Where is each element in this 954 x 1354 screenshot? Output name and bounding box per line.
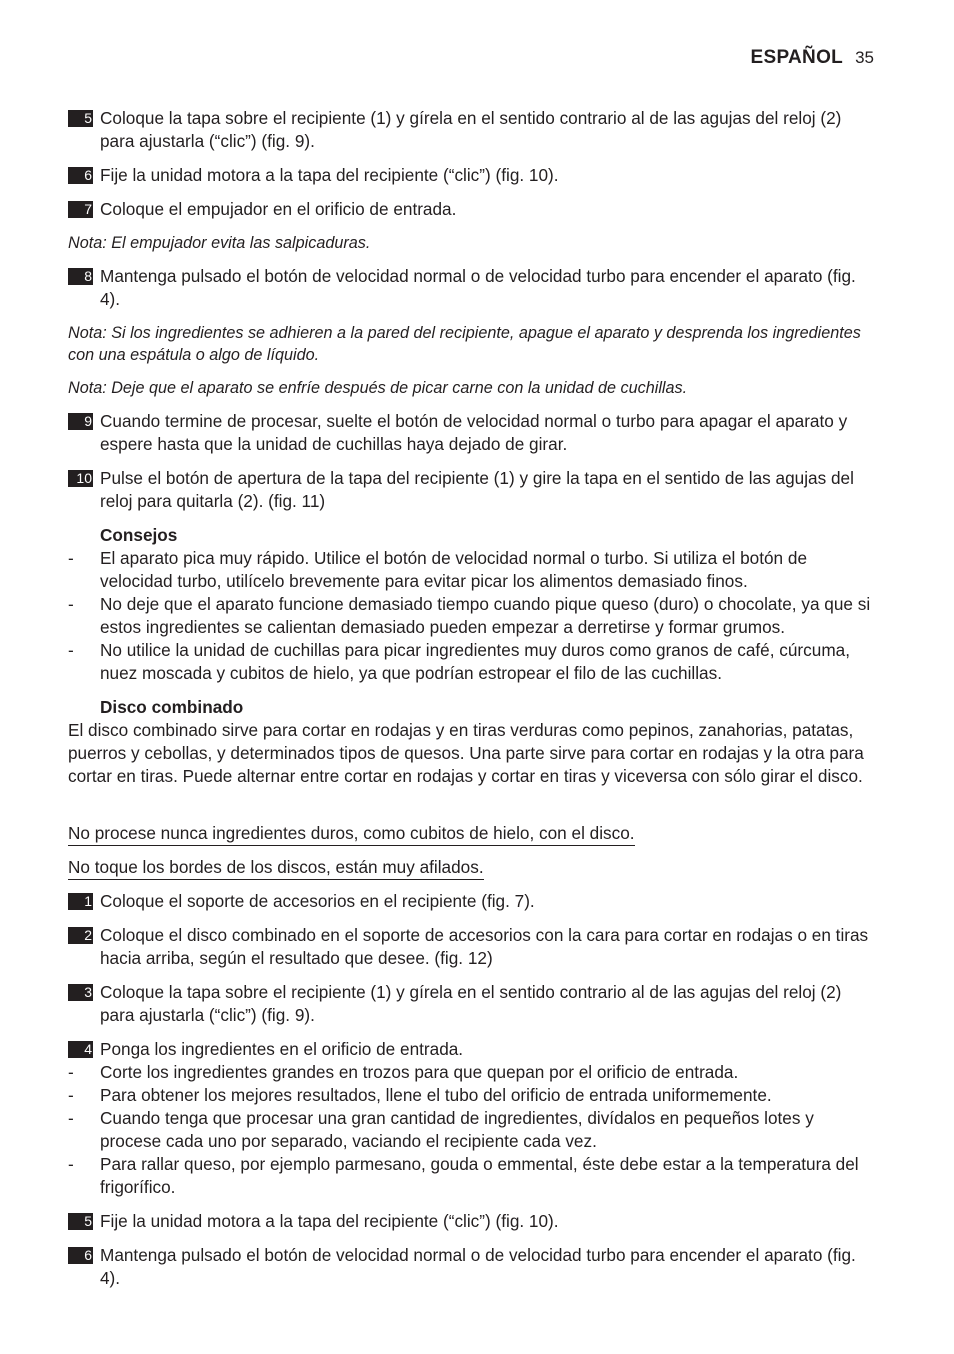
- step-number: 8: [68, 268, 93, 285]
- warning-sharp-edges: No toque los bordes de los discos, están muy afilados.: [68, 856, 484, 880]
- dash-bullet: -: [68, 1154, 74, 1174]
- disc-description: El disco combinado sirve para cortar en rodajas y en tiras verduras como pepinos, zanahorias, patatas, puerros y cebollas, y determinados tipos de quesos. Una parte sirve para cortar en rodajas y la otra para cortar en tiras. Puede alternar entre cortar en rodajas y cortar en tiras y viceversa con sólo girar el disco.: [68, 720, 864, 786]
- note-pusher: Nota: El empujador evita las salpicaduras.: [68, 234, 371, 252]
- step-number: 6: [68, 1247, 93, 1264]
- list-item: - Para rallar queso, por ejemplo parmesano, gouda o emmental, éste debe estar a la temperatura del frigorífico.: [68, 1154, 859, 1197]
- step-number: 10: [68, 470, 93, 487]
- step-a6: [68, 164, 874, 187]
- step-b4-bullets: [68, 1061, 874, 1199]
- step-number: 1: [68, 893, 93, 910]
- step-text: Pulse el botón de apertura de la tapa del recipiente (1) y gire la tapa en el sentido de las agujas del reloj para quitarla (2). (fig. 11): [100, 468, 854, 511]
- note-ingredients: Nota: Si los ingredientes se adhieren a la pared del recipiente, apague el aparato y desprenda los ingredientes con una espátula o algo de líquido.: [68, 324, 861, 364]
- list-item: - El aparato pica muy rápido. Utilice el botón de velocidad normal o turbo. Si utiliza el botón de velocidad turbo, utilícelo brevemente para evitar picar los alimentos demasiado finos.: [68, 548, 808, 591]
- page-number: 35: [855, 48, 874, 67]
- step-number: 6: [68, 167, 93, 184]
- list-item: - Cuando tenga que procesar una gran cantidad de ingredientes, divídalos en pequeños lotes y procese cada uno por separado, vaciando el recipiente cada vez.: [68, 1108, 814, 1151]
- dash-bullet: -: [68, 548, 74, 568]
- step-b4: [68, 1038, 874, 1061]
- disc-heading: Disco combinado: [100, 697, 244, 717]
- step-text: Fije la unidad motora a la tapa del recipiente (“clic”) (fig. 10).: [100, 165, 559, 185]
- step-text: Coloque el soporte de accesorios en el recipiente (fig. 7).: [100, 891, 535, 911]
- step-text: Coloque el disco combinado en el soporte de accesorios con la cara para cortar en rodajas o en tiras hacia arriba, según el resultado que desee. (fig. 12): [100, 925, 869, 968]
- step-text: Mantenga pulsado el botón de velocidad normal o de velocidad turbo para encender el aparato (fig. 4).: [100, 1245, 856, 1288]
- step-number: 4: [68, 1041, 93, 1058]
- step-a8: [68, 265, 874, 311]
- list-item: - No deje que el aparato funcione demasiado tiempo cuando pique queso (duro) o chocolate, ya que si estos ingredientes se calientan demasiado pueden empezar a derretirse y formar grumos.: [68, 594, 871, 637]
- step-a5: [68, 107, 874, 153]
- language-label: ESPAÑOL: [750, 47, 844, 68]
- step-text: Cuando termine de procesar, suelte el botón de velocidad normal o turbo para apagar el aparato y espere hasta que la unidad de cuchillas haya dejado de girar.: [100, 411, 848, 454]
- tips-heading: Consejos: [100, 525, 178, 545]
- page-content: [68, 107, 874, 1301]
- dash-bullet: -: [68, 640, 74, 660]
- step-number: 7: [68, 201, 93, 218]
- page-header: [751, 47, 874, 69]
- step-number: 2: [68, 927, 93, 944]
- step-number: 9: [68, 413, 93, 430]
- step-text: Mantenga pulsado el botón de velocidad normal o de velocidad turbo para encender el aparato (fig. 4).: [100, 266, 856, 309]
- step-b3: [68, 981, 874, 1027]
- step-a7: [68, 198, 874, 221]
- dash-bullet: -: [68, 1062, 74, 1082]
- step-c6: [68, 1244, 874, 1290]
- dash-bullet: -: [68, 594, 74, 614]
- step-text: Coloque la tapa sobre el recipiente (1) y gírela en el sentido contrario al de las agujas del reloj (2) para ajustarla (“clic”) (fig. 9).: [100, 982, 842, 1025]
- dash-bullet: -: [68, 1085, 74, 1105]
- list-item: - Corte los ingredientes grandes en trozos para que quepan por el orificio de entrada.: [68, 1062, 739, 1082]
- step-a10: [68, 467, 874, 513]
- warning-hard-ingredients: No procese nunca ingredientes duros, como cubitos de hielo, con el disco.: [68, 822, 635, 846]
- step-number: 5: [68, 1213, 93, 1230]
- dash-bullet: -: [68, 1108, 74, 1128]
- step-text: Coloque el empujador en el orificio de entrada.: [100, 199, 457, 219]
- list-item: - No utilice la unidad de cuchillas para picar ingredientes muy duros como granos de café, cúrcuma, nuez moscada y cubitos de hielo, ya que podrían estropear el filo de las cuchillas.: [68, 640, 850, 683]
- step-a9: [68, 410, 874, 456]
- tips-list: [68, 547, 874, 685]
- step-number: 5: [68, 110, 93, 127]
- step-text: Fije la unidad motora a la tapa del recipiente (“clic”) (fig. 10).: [100, 1211, 559, 1231]
- list-item: - Para obtener los mejores resultados, llene el tubo del orificio de entrada uniformemente.: [68, 1085, 772, 1105]
- note-cooling: Nota: Deje que el aparato se enfríe después de picar carne con la unidad de cuchillas.: [68, 379, 688, 397]
- step-text: Ponga los ingredientes en el orificio de entrada.: [100, 1039, 464, 1059]
- step-number: 3: [68, 984, 93, 1001]
- step-b1: [68, 890, 874, 913]
- step-b2: [68, 924, 874, 970]
- step-text: Coloque la tapa sobre el recipiente (1) y gírela en el sentido contrario al de las agujas del reloj (2) para ajustarla (“clic”) (fig. 9).: [100, 108, 842, 151]
- spacer: [68, 788, 874, 822]
- step-c5: [68, 1210, 874, 1233]
